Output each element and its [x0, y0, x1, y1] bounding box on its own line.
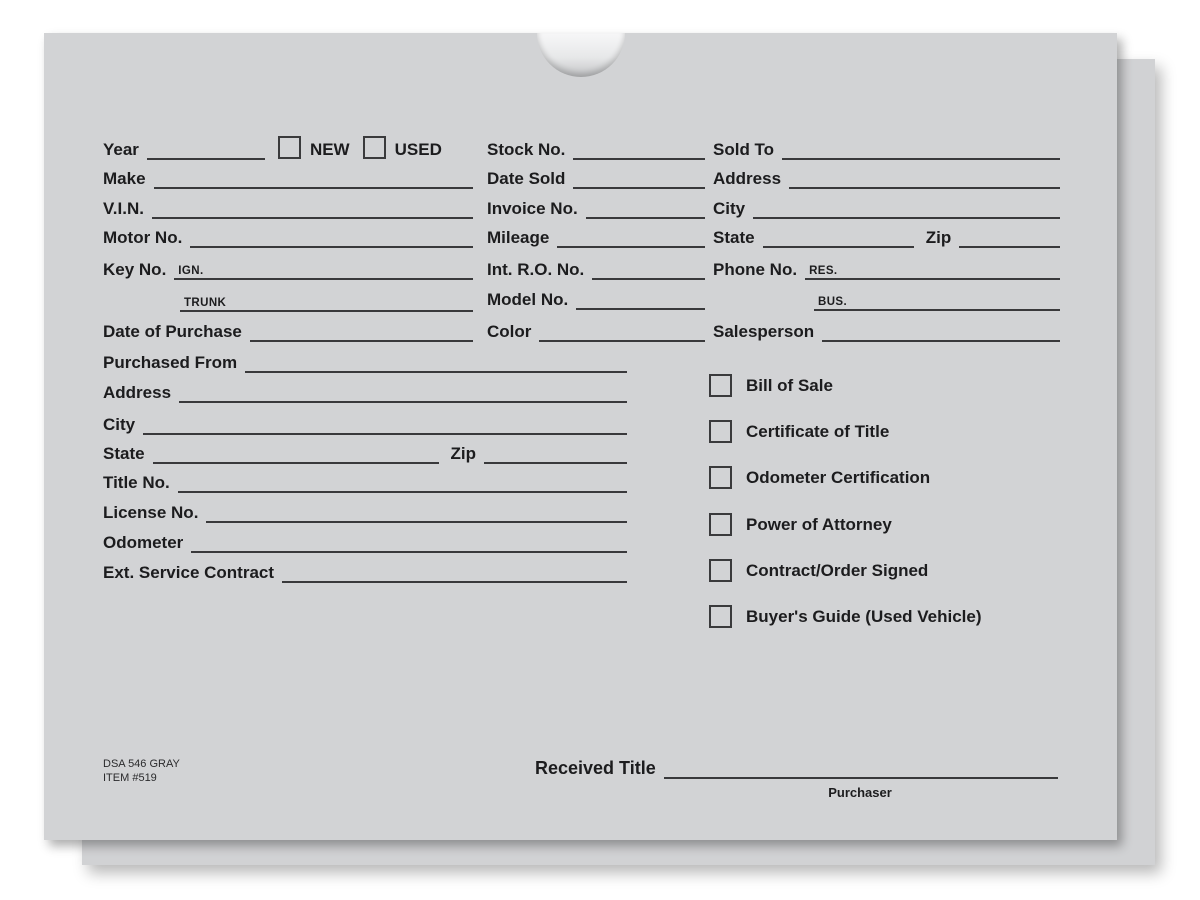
- buyer-address-row: [713, 163, 1060, 189]
- power-of-attorney-checkbox[interactable]: [709, 513, 732, 536]
- color-row: [487, 316, 705, 342]
- odometer-label: Odometer: [103, 533, 184, 552]
- year-field-line[interactable]: [147, 132, 265, 160]
- purchased-from-row: [103, 347, 627, 373]
- license-no-field-line[interactable]: [206, 495, 627, 523]
- key-no-trunk-row: [180, 286, 473, 312]
- checklist-item-buyers-guide: [709, 605, 982, 627]
- purchased-from-label: Purchased From: [103, 353, 238, 372]
- seller-zip-label: Zip: [450, 444, 477, 463]
- odometer-row: [103, 527, 627, 553]
- date-sold-row: [487, 163, 705, 189]
- buyer-state-zip-row: [713, 222, 1060, 248]
- odometer-certification-checkbox[interactable]: [709, 466, 732, 489]
- vin-row: [103, 193, 473, 219]
- license-no-row: [103, 497, 627, 523]
- license-no-label: License No.: [103, 503, 199, 522]
- title-no-label: Title No.: [103, 473, 170, 492]
- product-code: [103, 757, 180, 785]
- make-row: [103, 163, 473, 189]
- vin-field-line[interactable]: [152, 191, 473, 219]
- phone-res-row: [713, 254, 1060, 280]
- year-label: Year: [103, 140, 139, 159]
- checklist-item-power-of-attorney: [709, 513, 892, 535]
- seller-city-row: [103, 409, 627, 435]
- seller-address-row: [103, 377, 627, 403]
- phone-no-label: Phone No.: [713, 260, 798, 279]
- bill-of-sale-checkbox[interactable]: [709, 374, 732, 397]
- int-ro-no-label: Int. R.O. No.: [487, 260, 585, 279]
- new-label: NEW: [309, 140, 350, 159]
- sold-to-row: [713, 134, 1060, 160]
- date-sold-label: Date Sold: [487, 169, 566, 188]
- key-no-trunk-field-line[interactable]: [180, 284, 473, 312]
- make-label: Make: [103, 169, 146, 188]
- power-of-attorney-label: Power of Attorney: [746, 514, 892, 534]
- mileage-label: Mileage: [487, 228, 550, 247]
- product-code-line2: ITEM #519: [103, 772, 157, 784]
- ext-service-contract-row: [103, 557, 627, 583]
- odometer-field-line[interactable]: [191, 525, 627, 553]
- product-code-line1: DSA 546 GRAY: [103, 758, 180, 770]
- stock-no-row: [487, 134, 705, 160]
- bill-of-sale-label: Bill of Sale: [746, 375, 833, 395]
- salesperson-label: Salesperson: [713, 322, 815, 341]
- key-no-ign-field-line[interactable]: [174, 252, 473, 280]
- checklist-item-contract-order-signed: [709, 559, 928, 581]
- buyer-state-label: State: [713, 228, 755, 247]
- invoice-no-label: Invoice No.: [487, 199, 578, 218]
- invoice-no-field-line[interactable]: [586, 191, 705, 219]
- seller-state-label: State: [103, 444, 145, 463]
- sold-to-label: Sold To: [713, 140, 775, 159]
- seller-city-label: City: [103, 415, 136, 434]
- year-row: [103, 134, 473, 160]
- model-no-row: [487, 284, 705, 310]
- mileage-row: [487, 222, 705, 248]
- ext-service-contract-label: Ext. Service Contract: [103, 563, 275, 582]
- odometer-certification-label: Odometer Certification: [746, 467, 931, 487]
- int-ro-no-field-line[interactable]: [592, 252, 705, 280]
- certificate-of-title-label: Certificate of Title: [746, 421, 890, 441]
- int-ro-no-row: [487, 254, 705, 280]
- date-of-purchase-field-line[interactable]: [250, 314, 473, 342]
- vin-label: V.I.N.: [103, 199, 144, 218]
- buyer-address-field-line[interactable]: [789, 161, 1060, 189]
- model-no-label: Model No.: [487, 290, 569, 309]
- used-checkbox[interactable]: [363, 136, 386, 159]
- title-no-field-line[interactable]: [178, 465, 627, 493]
- buyer-address-label: Address: [713, 169, 782, 188]
- key-no-ign-row: [103, 254, 473, 280]
- buyers-guide-label: Buyer's Guide (Used Vehicle): [746, 606, 982, 626]
- buyer-city-label: City: [713, 199, 746, 218]
- buyer-city-field-line[interactable]: [753, 191, 1060, 219]
- seller-state-field-line[interactable]: [153, 436, 439, 464]
- received-title-label: Received Title: [535, 758, 656, 778]
- buyer-zip-label: Zip: [925, 228, 952, 247]
- buyer-zip-field-line[interactable]: [959, 220, 1060, 248]
- invoice-no-row: [487, 193, 705, 219]
- deal-envelope-front: [44, 33, 1117, 840]
- seller-address-field-line[interactable]: [179, 375, 627, 403]
- seller-zip-field-line[interactable]: [484, 436, 627, 464]
- checklist-item-bill-of-sale: [709, 374, 833, 396]
- phone-res-field-line[interactable]: [805, 252, 1060, 280]
- received-title-row: [535, 753, 1058, 779]
- bus-label: BUS.: [818, 296, 848, 308]
- key-no-label: Key No.: [103, 260, 167, 279]
- trunk-label: TRUNK: [184, 297, 227, 309]
- ext-service-contract-field-line[interactable]: [282, 555, 627, 583]
- buyers-guide-checkbox[interactable]: [709, 605, 732, 628]
- salesperson-field-line[interactable]: [822, 314, 1060, 342]
- phone-bus-row: [814, 285, 1060, 311]
- make-field-line[interactable]: [154, 161, 473, 189]
- used-label: USED: [394, 140, 442, 159]
- certificate-of-title-checkbox[interactable]: [709, 420, 732, 443]
- title-no-row: [103, 467, 627, 493]
- received-title-signature-line[interactable]: [664, 751, 1058, 779]
- seller-state-zip-row: [103, 438, 627, 464]
- stock-no-field-line[interactable]: [573, 132, 705, 160]
- motor-no-label: Motor No.: [103, 228, 183, 247]
- mileage-field-line[interactable]: [557, 220, 705, 248]
- purchased-from-field-line[interactable]: [245, 345, 627, 373]
- model-no-field-line[interactable]: [576, 282, 705, 310]
- phone-bus-field-line[interactable]: [814, 283, 1060, 311]
- salesperson-row: [713, 316, 1060, 342]
- date-of-purchase-label: Date of Purchase: [103, 322, 242, 341]
- buyer-state-field-line[interactable]: [763, 220, 914, 248]
- contract-order-signed-checkbox[interactable]: [709, 559, 732, 582]
- res-label: RES.: [809, 265, 838, 277]
- purchaser-label: Purchaser: [828, 785, 892, 800]
- motor-no-field-line[interactable]: [190, 220, 473, 248]
- seller-address-label: Address: [103, 383, 172, 402]
- date-of-purchase-row: [103, 316, 473, 342]
- date-sold-field-line[interactable]: [573, 161, 705, 189]
- thumb-notch: [537, 33, 625, 77]
- color-label: Color: [487, 322, 532, 341]
- checklist-item-odometer-certification: [709, 466, 930, 488]
- contract-order-signed-label: Contract/Order Signed: [746, 560, 929, 580]
- stock-no-label: Stock No.: [487, 140, 566, 159]
- motor-no-row: [103, 222, 473, 248]
- new-checkbox[interactable]: [278, 136, 301, 159]
- seller-city-field-line[interactable]: [143, 407, 627, 435]
- checklist-item-certificate-of-title: [709, 420, 889, 442]
- sold-to-field-line[interactable]: [782, 132, 1060, 160]
- buyer-city-row: [713, 193, 1060, 219]
- color-field-line[interactable]: [539, 314, 705, 342]
- ign-label: IGN.: [178, 265, 204, 277]
